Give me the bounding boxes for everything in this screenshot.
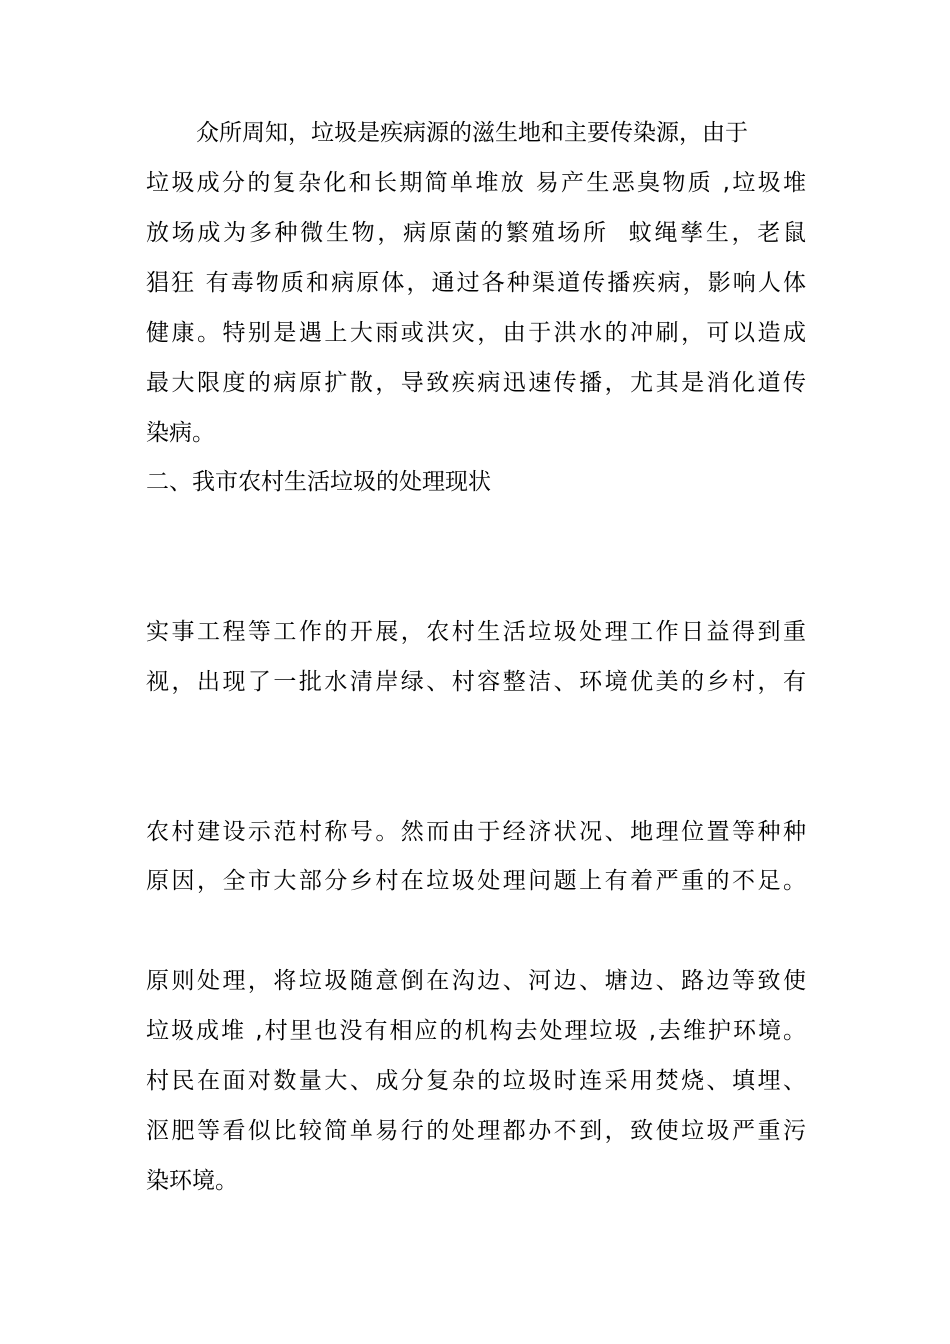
paragraph-2-line-3: 实事工程等工作的开展，农村生活垃圾处理工作日益得到重 [146, 619, 806, 645]
paragraph-3-line-2: 原则处理，将垃圾随意倒在沟边、河边、塘边、路边等致使 [146, 968, 806, 994]
paragraph-1-line-3: 放场成为多种微生物，病原菌的繁殖场所 蚊绳孳生，老鼠 [146, 220, 806, 246]
paragraph-2-line-2 [0, 565, 950, 599]
paragraph-1-line-1: 众所周知，垃圾是疾病源的滋生地和主要传染源，由于 [196, 120, 748, 146]
paragraph-1-line-4: 猖狂 有毒物质和病原体，通过各种渠道传播疾病，影响人体 [146, 270, 806, 296]
paragraph-3-line-1 [0, 914, 950, 948]
paragraph-3-line-5: 沤肥等看似比较简单易行的处理都办不到，致使垃圾严重污 [146, 1118, 806, 1144]
section-heading: 二、我市农村生活垃圾的处理现状 [146, 469, 491, 495]
paragraph-2-line-1 [0, 515, 950, 549]
paragraph-2-line-5 [0, 715, 950, 749]
paragraph-1-line-2: 垃圾成分的复杂化和长期简单堆放 易产生恶臭物质 ,垃圾堆 [146, 170, 806, 196]
paragraph-1-line-7: 染病。 [146, 420, 215, 446]
paragraph-1-line-6: 最大限度的病原扩散，导致疾病迅速传播，尤其是消化道传 [146, 370, 806, 396]
paragraph-2-line-6 [0, 765, 950, 799]
paragraph-2-line-7: 农村建设示范村称号。然而由于经济状况、地理位置等种种 [146, 819, 806, 845]
paragraph-3-line-6: 染环境。 [146, 1168, 238, 1194]
paragraph-3-line-3: 垃圾成堆 ,村里也没有相应的机构去处理垃圾 ,去维护环境。 [146, 1018, 806, 1044]
paragraph-1-line-5: 健康。特别是遇上大雨或洪灾，由于洪水的冲刷，可以造成 [146, 320, 806, 346]
paragraph-2-line-4: 视，出现了一批水清岸绿、村容整洁、环境优美的乡村，有 [146, 669, 806, 695]
paragraph-2-line-8: 原因，全市大部分乡村在垃圾处理问题上有着严重的不足。 [146, 868, 806, 894]
paragraph-3-line-4: 村民在面对数量大、成分复杂的垃圾时连采用焚烧、填埋、 [146, 1068, 806, 1094]
